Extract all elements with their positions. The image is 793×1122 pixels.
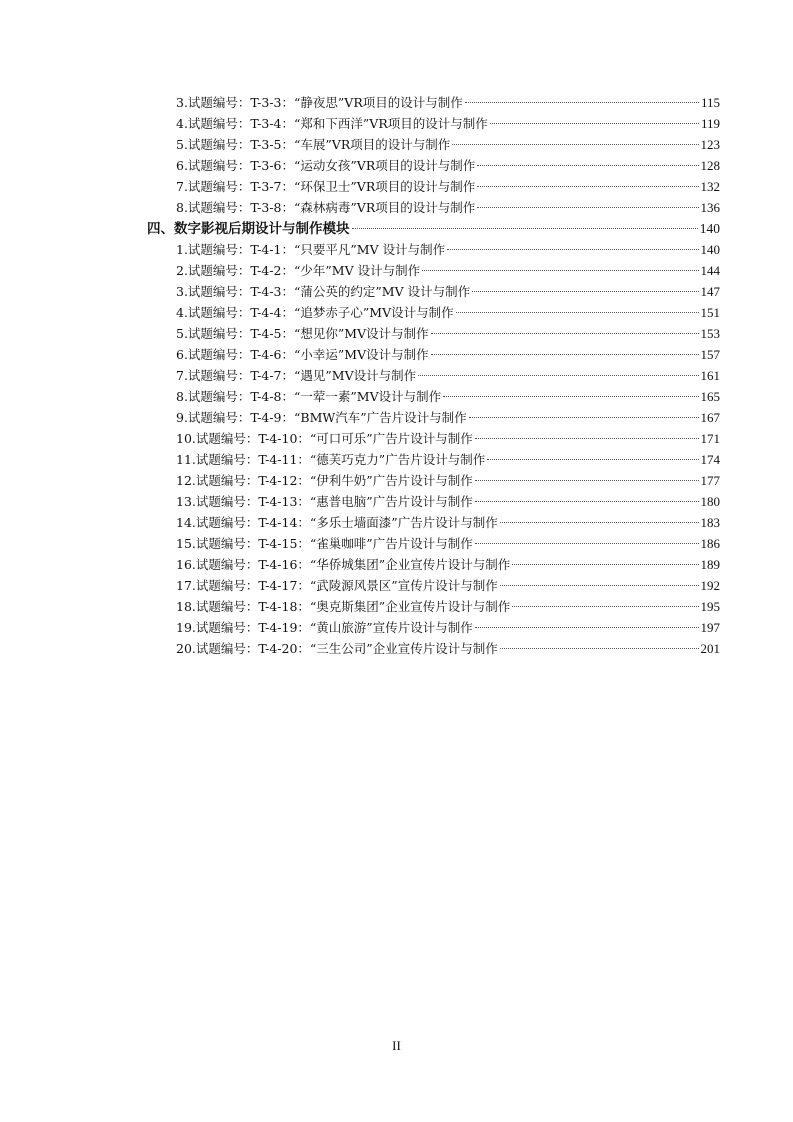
toc-entry-page: 201 <box>700 641 720 656</box>
toc-entry-title: 3.试题编号：T-3-3：“静夜思”VR项目的设计与制作 <box>176 95 463 110</box>
toc-dot-leader <box>487 459 698 460</box>
toc-entry-page: 128 <box>700 158 720 173</box>
toc-entry-page: 161 <box>700 368 720 383</box>
toc-entry-title: 7.试题编号：T-4-7：“遇见”MV设计与制作 <box>176 368 417 383</box>
toc-entry-title: 5.试题编号：T-3-5：“车展”VR项目的设计与制作 <box>176 137 451 152</box>
toc-entry-page: 186 <box>700 536 720 551</box>
toc-dot-leader <box>475 627 699 628</box>
page-number: II <box>392 1038 401 1053</box>
toc-dot-leader <box>477 207 698 208</box>
toc-entry[interactable] <box>176 155 720 176</box>
toc-entry[interactable] <box>176 197 720 218</box>
toc-dot-leader <box>490 123 699 124</box>
toc-entry-title: 16.试题编号：T-4-16：“华侨城集团”企业宣传片设计与制作 <box>176 557 511 572</box>
toc-dot-leader <box>475 501 699 502</box>
toc-entry[interactable] <box>176 239 720 260</box>
toc-dot-leader <box>475 480 699 481</box>
toc-entry-title: 10.试题编号：T-4-10：“可口可乐”广告片设计与制作 <box>176 431 473 446</box>
toc-entry-page: 147 <box>700 284 720 299</box>
toc-entry-title: 19.试题编号：T-4-19：“黄山旅游”宣传片设计与制作 <box>176 620 473 635</box>
toc-entry[interactable] <box>176 470 720 491</box>
toc-entry-title: 4.试题编号：T-4-4：“追梦赤子心”MV设计与制作 <box>176 305 454 320</box>
toc-entry[interactable] <box>176 113 720 134</box>
toc-entry-page: 153 <box>700 326 720 341</box>
toc-entry-page: 167 <box>700 410 720 425</box>
toc-entry-title: 8.试题编号：T-4-8：“一荤一素”MV设计与制作 <box>176 389 442 404</box>
toc-dot-leader <box>475 543 699 544</box>
toc-entry-page: 197 <box>700 620 720 635</box>
toc-entry[interactable] <box>176 365 720 386</box>
toc-dot-leader <box>500 522 699 523</box>
toc-entry[interactable] <box>176 344 720 365</box>
toc-dot-leader <box>431 354 699 355</box>
toc-dot-leader <box>500 648 699 649</box>
toc-entry-page: 183 <box>700 515 720 530</box>
toc-entry[interactable] <box>176 596 720 617</box>
toc-dot-leader <box>431 333 699 334</box>
toc-entry-title: 5.试题编号：T-4-5：“想见你”MV设计与制作 <box>176 326 429 341</box>
toc-entry-title: 6.试题编号：T-4-6：“小幸运”MV设计与制作 <box>176 347 429 362</box>
toc-entry-title: 7.试题编号：T-3-7：“环保卫士”VR项目的设计与制作 <box>176 179 476 194</box>
toc-entry-page: 189 <box>700 557 720 572</box>
toc-entry-page: 177 <box>700 473 720 488</box>
toc-entry-page: 136 <box>700 200 720 215</box>
toc-entry[interactable] <box>176 512 720 533</box>
toc-entry-title: 2.试题编号：T-4-2：“少年”MV 设计与制作 <box>176 263 421 278</box>
toc-dot-leader <box>456 312 699 313</box>
toc-dot-leader <box>447 249 698 250</box>
toc-entry[interactable] <box>176 428 720 449</box>
toc-dot-leader <box>422 270 698 271</box>
toc-entry-page: 180 <box>700 494 720 509</box>
toc-entry[interactable] <box>176 134 720 155</box>
toc-dot-leader <box>477 165 698 166</box>
toc-entry-title: 6.试题编号：T-3-6：“运动女孩”VR项目的设计与制作 <box>176 158 476 173</box>
toc-section-heading[interactable] <box>147 218 720 239</box>
toc-entry[interactable] <box>176 176 720 197</box>
toc-entry-title: 1.试题编号：T-4-1：“只要平凡”MV 设计与制作 <box>176 242 446 257</box>
toc-entry[interactable] <box>176 533 720 554</box>
toc-entry-title: 17.试题编号：T-4-17：“武陵源风景区”宣传片设计与制作 <box>176 578 498 593</box>
toc-entry-title: 14.试题编号：T-4-14：“多乐士墙面漆”广告片设计与制作 <box>176 515 498 530</box>
toc-entry[interactable] <box>176 281 720 302</box>
toc-section-title: 四、数字影视后期设计与制作模块 <box>147 221 350 237</box>
toc-entry-page: 123 <box>700 137 720 152</box>
toc-entry-page: 132 <box>700 179 720 194</box>
toc-entry[interactable] <box>176 92 720 113</box>
toc-entry[interactable] <box>176 638 720 659</box>
toc-entry[interactable] <box>176 407 720 428</box>
toc-entry-page: 174 <box>700 452 720 467</box>
toc-entry-page: 119 <box>700 116 720 131</box>
toc-entry[interactable] <box>176 302 720 323</box>
toc-dot-leader <box>472 291 698 292</box>
toc-dot-leader <box>512 564 698 565</box>
toc-dot-leader <box>512 606 698 607</box>
toc-entry-page: 157 <box>700 347 720 362</box>
toc-entry-title: 8.试题编号：T-3-8：“森林病毒”VR项目的设计与制作 <box>176 200 476 215</box>
toc-entry-title: 11.试题编号：T-4-11：“德芙巧克力”广告片设计与制作 <box>176 452 486 467</box>
toc-dot-leader <box>465 102 699 103</box>
toc-entry[interactable] <box>176 617 720 638</box>
toc-entry-page: 151 <box>700 305 720 320</box>
toc-dot-leader <box>418 375 698 376</box>
toc-entry-title: 13.试题编号：T-4-13：“惠普电脑”广告片设计与制作 <box>176 494 473 509</box>
toc-entry-title: 9.试题编号：T-4-9：“BMW汽车”广告片设计与制作 <box>176 410 467 425</box>
toc-entry-title: 15.试题编号：T-4-15：“雀巢咖啡”广告片设计与制作 <box>176 536 473 551</box>
toc-entry[interactable] <box>176 449 720 470</box>
toc-entry-page: 171 <box>700 431 720 446</box>
toc-section-page: 140 <box>699 221 720 236</box>
toc-dot-leader <box>443 396 698 397</box>
toc-entry[interactable] <box>176 554 720 575</box>
toc-entry-title: 18.试题编号：T-4-18：“奥克斯集团”企业宣传片设计与制作 <box>176 599 511 614</box>
toc-entry[interactable] <box>176 260 720 281</box>
toc-entry-title: 12.试题编号：T-4-12：“伊利牛奶”广告片设计与制作 <box>176 473 473 488</box>
toc-dot-leader <box>452 144 698 145</box>
toc-entry-page: 140 <box>700 242 720 257</box>
toc-entry[interactable] <box>176 575 720 596</box>
toc-dot-leader <box>500 585 699 586</box>
toc-entry[interactable] <box>176 386 720 407</box>
toc-entry-page: 195 <box>700 599 720 614</box>
toc-entry[interactable] <box>176 323 720 344</box>
toc-entry-title: 4.试题编号：T-3-4：“郑和下西洋”VR项目的设计与制作 <box>176 116 488 131</box>
toc-dot-leader <box>352 228 698 229</box>
toc-entry-title: 3.试题编号：T-4-3：“蒲公英的约定”MV 设计与制作 <box>176 284 471 299</box>
toc-entry-page: 144 <box>700 263 720 278</box>
toc-dot-leader <box>477 186 698 187</box>
toc-dot-leader <box>469 417 699 418</box>
toc-entry-title: 20.试题编号：T-4-20：“三生公司”企业宣传片设计与制作 <box>176 641 498 656</box>
toc-entry-page: 115 <box>700 95 720 110</box>
toc-entry-page: 165 <box>700 389 720 404</box>
toc-dot-leader <box>475 438 699 439</box>
toc-entry[interactable] <box>176 491 720 512</box>
toc-entry-page: 192 <box>700 578 720 593</box>
